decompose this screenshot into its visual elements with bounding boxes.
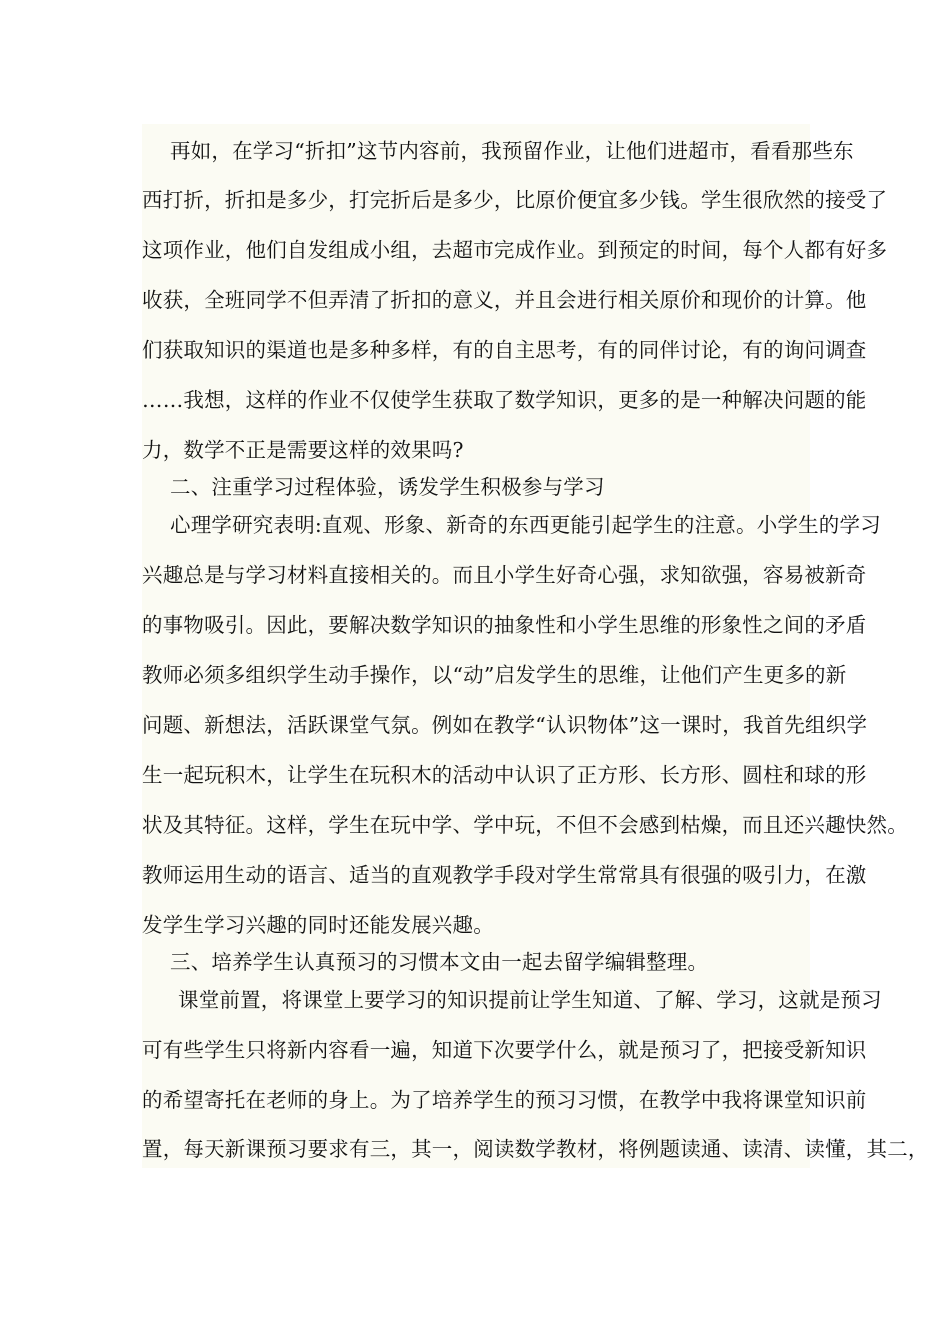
paragraph-1-line-2: 西打折，折扣是多少，打完折后是多少，比原价便宜多少钱。学生很欣然的接受了 xyxy=(142,188,888,212)
paragraph-2-line-6: 生一起玩积木，让学生在玩积木的活动中认识了正方形、长方形、圆柱和球的形 xyxy=(142,763,867,787)
paragraph-1-line-3: 这项作业，他们自发组成小组，去超市完成作业。到预定的时间，每个人都有好多 xyxy=(142,238,888,262)
paragraph-1-line-1: 再如，在学习“折扣”这节内容前，我预留作业，让他们进超市，看看那些东 xyxy=(170,139,854,163)
paragraph-1-line-5: 们获取知识的渠道也是多种多样，有的自主思考，有的同伴讨论，有的询问调查 xyxy=(142,338,867,362)
paragraph-2-line-2: 兴趣总是与学习材料直接相关的。而且小学生好奇心强，求知欲强，容易被新奇 xyxy=(142,563,867,587)
paragraph-2-line-1: 心理学研究表明:直观、形象、新奇的东西更能引起学生的注意。小学生的学习 xyxy=(170,513,881,537)
paragraph-2-line-5: 问题、新想法，活跃课堂气氛。例如在教学“认识物体”这一课时，我首先组织学 xyxy=(142,713,868,737)
paragraph-2-line-9: 发学生学习兴趣的同时还能发展兴趣。 xyxy=(142,913,494,937)
paragraph-3-line-1: 课堂前置，将课堂上要学习的知识提前让学生知道、了解、学习，这就是预习 xyxy=(178,988,882,1012)
paragraph-3-line-3: 的希望寄托在老师的身上。为了培养学生的预习习惯，在教学中我将课堂知识前 xyxy=(142,1088,867,1112)
section-heading-3: 三、培养学生认真预习的习惯本文由一起去留学编辑整理。 xyxy=(170,950,709,974)
paragraph-2-line-8: 教师运用生动的语言、适当的直观教学手段对学生常常具有很强的吸引力，在激 xyxy=(142,863,867,887)
paragraph-2-line-7: 状及其特征。这样，学生在玩中学、学中玩，不但不会感到枯燥，而且还兴趣快然。 xyxy=(142,813,908,837)
text-block xyxy=(142,124,929,1168)
paragraph-1-line-6: ……我想，这样的作业不仅使学生获取了数学知识，更多的是一种解决问题的能 xyxy=(142,388,867,412)
paragraph-3-line-2: 可有些学生只将新内容看一遍，知道下次要学什么，就是预习了，把接受新知识 xyxy=(142,1038,867,1062)
paragraph-1-line-7: 力，数学不正是需要这样的效果吗? xyxy=(142,438,464,462)
paragraph-2-line-4: 教师必须多组织学生动手操作，以“动”启发学生的思维，让他们产生更多的新 xyxy=(142,663,847,687)
paragraph-1-line-4: 收获，全班同学不但弄清了折扣的意义，并且会进行相关原价和现价的计算。他 xyxy=(142,288,867,312)
paragraph-2-line-3: 的事物吸引。因此，要解决数学知识的抽象性和小学生思维的形象性之间的矛盾 xyxy=(142,613,867,637)
section-heading-2: 二、注重学习过程体验，诱发学生积极参与学习 xyxy=(170,475,605,499)
paragraph-3-line-4: 置，每天新课预习要求有三，其一，阅读数学教材，将例题读通、读清、读懂，其二， xyxy=(142,1137,929,1161)
